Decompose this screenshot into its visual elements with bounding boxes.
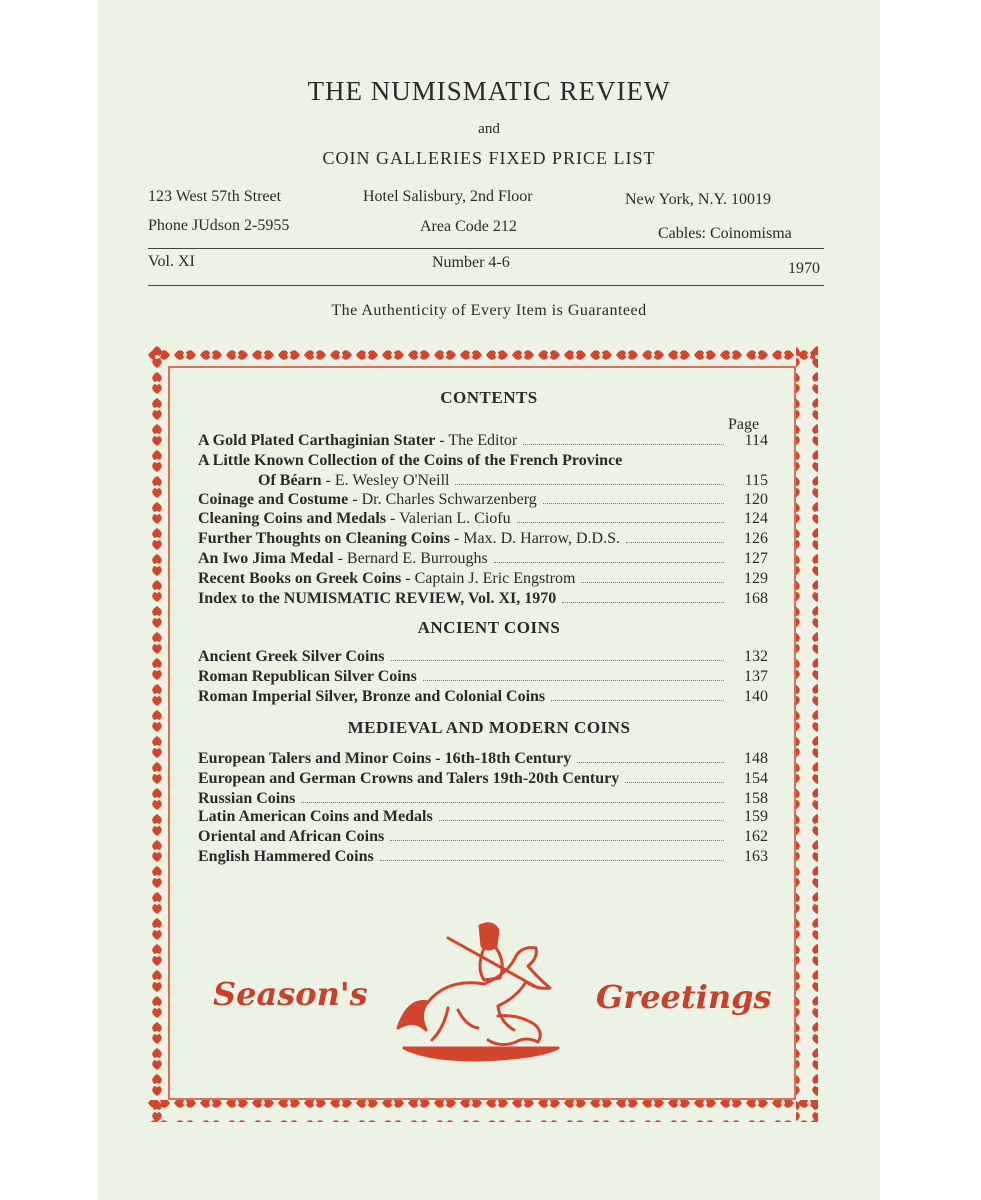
- medieval-coins-heading: MEDIEVAL AND MODERN COINS: [347, 718, 631, 737]
- toc-entry: English Hammered Coins 163: [198, 848, 768, 865]
- ancient-coins-heading: ANCIENT COINS: [417, 618, 561, 637]
- toc-entry: Oriental and African Coins 162: [198, 828, 768, 845]
- toc-entry: European and German Crowns and Talers 19th-20th Century 154: [198, 770, 768, 787]
- city-address: New York, N.Y. 10019: [625, 191, 771, 208]
- greeting-right: Greetings: [596, 978, 772, 1016]
- authenticity-guarantee: The Authenticity of Every Item is Guaranteed: [331, 302, 647, 319]
- toc-entry: A Little Known Collection of the Coins of the French Province: [198, 452, 623, 469]
- toc-entry: Coinage and Costume - Dr. Charles Schwarzenberg 120: [198, 491, 768, 508]
- toc-entry: Ancient Greek Silver Coins 132: [198, 648, 768, 665]
- issue-year: 1970: [788, 260, 820, 277]
- street-address: 123 West 57th Street: [148, 188, 282, 205]
- publication-subtitle: COIN GALLERIES FIXED PRICE LIST: [322, 148, 656, 168]
- area-code: Area Code 212: [420, 218, 517, 235]
- magazine-page: [98, 0, 880, 1200]
- header-rule-bottom: [148, 285, 824, 286]
- toc-entry: Of Béarn - E. Wesley O'Neill 115: [258, 472, 768, 489]
- contents-heading: CONTENTS: [440, 388, 538, 407]
- and-text: and: [478, 121, 500, 137]
- toc-entry: Cleaning Coins and Medals - Valerian L. Ciofu 124: [198, 510, 768, 527]
- toc-entry: Further Thoughts on Cleaning Coins - Max. D. Harrow, D.D.S. 126: [198, 530, 768, 547]
- toc-entry: Index to the NUMISMATIC REVIEW, Vol. XI, 1970 168: [198, 590, 768, 607]
- toc-entry: Recent Books on Greek Coins - Captain J. Eric Engstrom 129: [198, 570, 768, 587]
- toc-entry: Russian Coins 158: [198, 790, 768, 807]
- volume-label: Vol. XI: [148, 253, 195, 270]
- hotel-address: Hotel Salisbury, 2nd Floor: [363, 188, 533, 205]
- saint-george-dragon-illustration: [388, 918, 568, 1068]
- phone-number: Phone JUdson 2-5955: [148, 217, 290, 234]
- greeting-left: Season's: [213, 975, 368, 1013]
- toc-entry: A Gold Plated Carthaginian Stater - The Editor 114: [198, 432, 768, 449]
- toc-entry: Roman Republican Silver Coins 137: [198, 668, 768, 685]
- publication-title: THE NUMISMATIC REVIEW: [307, 76, 671, 106]
- toc-entry: Latin American Coins and Medals 159: [198, 808, 768, 825]
- header-rule-top: [148, 248, 824, 249]
- toc-entry: Roman Imperial Silver, Bronze and Colonial Coins 140: [198, 688, 768, 705]
- page-column-label: Page: [728, 416, 760, 433]
- toc-entry: An Iwo Jima Medal - Bernard E. Burroughs 127: [198, 550, 768, 567]
- toc-entry: European Talers and Minor Coins - 16th-18th Century 148: [198, 750, 768, 767]
- issue-number: Number 4-6: [432, 254, 510, 271]
- cables-address: Cables: Coinomisma: [658, 225, 792, 242]
